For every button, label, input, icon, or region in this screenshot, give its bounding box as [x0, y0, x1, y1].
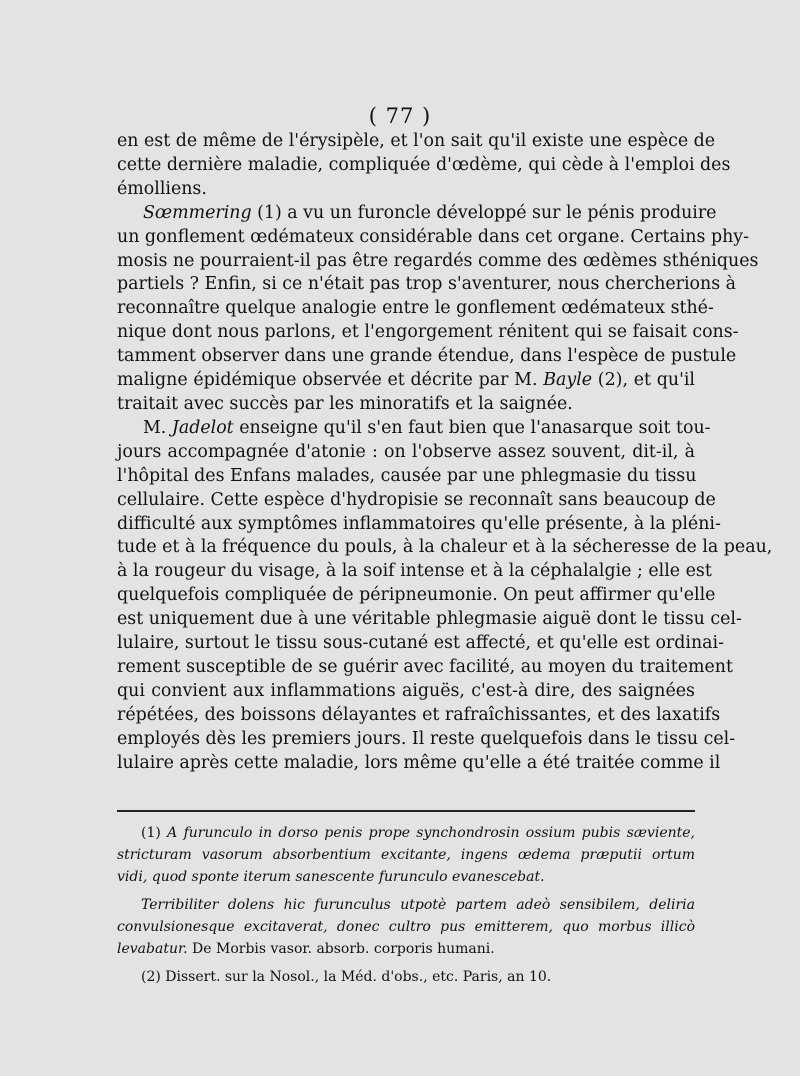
footnote-line: (1) A furunculo in dorso penis prope synchondrosin ossium pubis sæviente,: [141, 825, 695, 841]
author-name: Bayle: [543, 370, 593, 391]
body-text: [117, 130, 773, 775]
text-line: partiels ? Enfin, si ce n'était pas trop s'aventurer, nous chercherions à: [117, 274, 737, 295]
text-line: M. Jadelot enseigne qu'il s'en faut bien que l'anasarque soit tou-: [143, 417, 711, 438]
text-line: difficulté aux symptômes inflammatoires qu'elle présente, à la pléni-: [117, 513, 721, 534]
text-line: rement susceptible de se guérir avec facilité, au moyen du traitement: [117, 656, 733, 677]
text-line: mosis ne pourraient-il pas être regardés comme des œdèmes sthéniques: [117, 250, 759, 271]
text-line: reconnaître quelque analogie entre le gonflement œdémateux sthé-: [117, 298, 714, 319]
text-line: qui convient aux inflammations aiguës, c'est-à dire, des saignées: [117, 680, 695, 701]
text-line: émolliens.: [117, 178, 207, 199]
text-line: lulaire, surtout le tissu sous-cutané est affecté, et qu'elle est ordinai-: [117, 633, 724, 654]
text-line: répétées, des boissons délayantes et rafraîchissantes, et des laxatifs: [117, 704, 721, 725]
text-line: cellulaire. Cette espèce d'hydropisie se reconnaît sans beaucoup de: [117, 489, 716, 510]
text-line: cette dernière maladie, compliquée d'œdème, qui cède à l'emploi des: [117, 154, 731, 175]
footnote-line: levabatur. De Morbis vasor. absorb. corporis humani.: [117, 941, 495, 957]
text-line: quelquefois compliquée de péripneumonie. On peut affirmer qu'elle: [117, 585, 716, 606]
footnote-line: stricturam vasorum absorbentium excitante, ingens œdema præputii ortum: [117, 847, 695, 863]
text-line: à la rougeur du visage, à la soif intense et à la céphalalgie ; elle est: [117, 561, 712, 582]
text-line: est uniquement due à une véritable phlegmasie aiguë dont le tissu cel-: [117, 609, 742, 630]
text-line: en est de même de l'érysipèle, et l'on sait qu'il existe une espèce de: [117, 131, 716, 151]
footnote-line: vidi, quod sponte iterum sanescente furunculo evanescebat.: [117, 869, 545, 885]
page-number: ( 77 ): [368, 104, 432, 128]
text-line: jours accompagnée d'atonie : on l'observe assez souvent, dit-il, à: [117, 441, 695, 462]
footnote-line: convulsionesque excitaverat, donec cultro pus emitterem, quo morbus illicò: [117, 919, 695, 935]
text-line: maligne épidémique observée et décrite par M. Bayle (2), et qu'il: [117, 370, 695, 391]
text-line: lulaire après cette maladie, lors même qu'elle a été traitée comme il: [117, 752, 721, 773]
footnotes: [117, 822, 695, 988]
text-line: Sœmmering (1) a vu un furoncle développé sur le pénis produire: [143, 202, 717, 223]
author-name: Sœmmering: [143, 202, 252, 223]
footnote-rule: [117, 810, 695, 812]
footnote-line: Terribiliter dolens hic furunculus utpotè partem adeò sensibilem, deliria: [141, 897, 695, 913]
text-line: traitait avec succès par les minoratifs et la saignée.: [117, 393, 573, 414]
footnote-line: (2) Dissert. sur la Nosol., la Méd. d'obs., etc. Paris, an 10.: [141, 969, 552, 985]
text-line: l'hôpital des Enfans malades, causée par une phlegmasie du tissu: [117, 465, 697, 486]
text-line: tamment observer dans une grande étendue, dans l'espèce de pustule: [117, 346, 737, 367]
author-name: Jadelot: [171, 417, 234, 438]
text-line: un gonflement œdémateux considérable dans cet organe. Certains phy-: [117, 226, 749, 247]
text-line: tude et à la fréquence du pouls, à la chaleur et à la sécheresse de la peau,: [117, 537, 773, 558]
text-line: nique dont nous parlons, et l'engorgement rénitent qui se faisait cons-: [117, 322, 739, 343]
text-line: employés dès les premiers jours. Il reste quelquefois dans le tissu cel-: [117, 728, 736, 749]
